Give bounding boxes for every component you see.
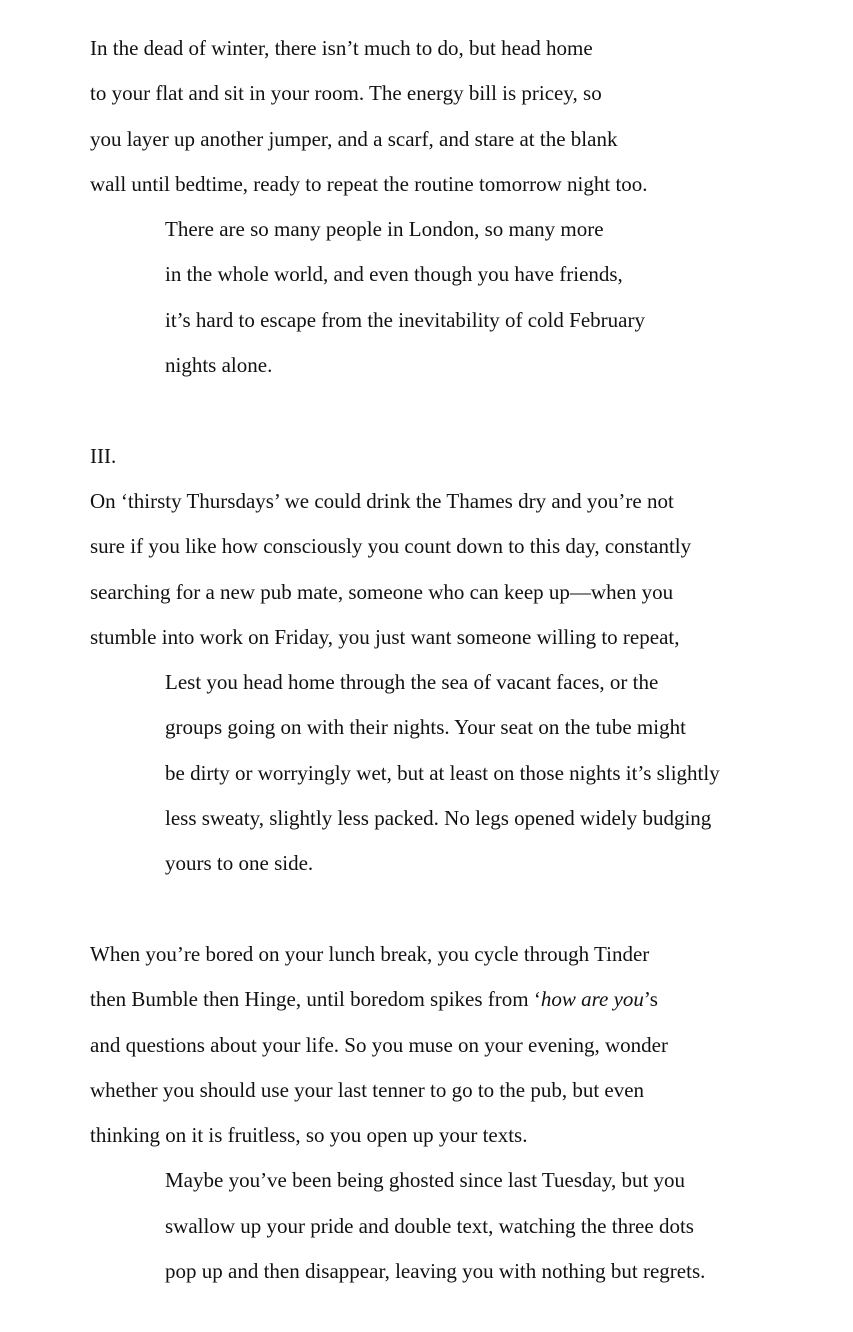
text-segment: then Bumble then Hinge, until boredom spikes from ‘ [90,987,541,1012]
stanza-break [90,891,810,936]
text-line [90,981,810,1026]
indented-text-line: in the whole world, and even though you have friends, [165,262,623,287]
indented-text-line: be dirty or worryingly wet, but at least on those nights it’s slightly [165,760,720,785]
text-line: On ‘thirsty Thursdays’ we could drink the Thames dry and you’re not [90,488,674,513]
indented-text-line: swallow up your pride and double text, watching the three dots [165,1213,694,1238]
text-line: to your flat and sit in your room. The energy bill is pricey, so [90,81,602,106]
stanza-winter [90,30,810,211]
text-line: thinking on it is fruitless, so you open up your texts. [90,1123,528,1148]
indented-text-line: less sweaty, slightly less packed. No legs opened widely budging [165,806,712,831]
stanza-lunch-break [90,936,810,1162]
indented-text-line: yours to one side. [165,851,314,876]
indented-text-line: There are so many people in London, so many more [165,217,604,242]
stanza-thursdays [90,483,810,664]
stanza-break [90,392,810,437]
indented-text-line: Lest you head home through the sea of vacant faces, or the [165,670,659,695]
stanza-lunch-break-indented [90,1162,810,1298]
text-line: whether you should use your last tenner to go to the pub, but even [90,1077,645,1102]
italic-phrase: how are you [540,987,644,1012]
stanza-thursdays-indented [90,664,810,890]
indented-text-line: pop up and then disappear, leaving you with nothing but regrets. [165,1259,706,1284]
text-line: In the dead of winter, there isn’t much to do, but head home [90,36,593,60]
indented-text-line: Maybe you’ve been being ghosted since last Tuesday, but you [165,1168,686,1193]
text-line: you layer up another jumper, and a scarf, and stare at the blank [90,126,618,151]
text-line: and questions about your life. So you muse on your evening, wonder [90,1032,668,1057]
indented-text-line: it’s hard to escape from the inevitability of cold February [165,307,645,332]
text-line: stumble into work on Friday, you just want someone willing to repeat, [90,624,680,649]
text-line: sure if you like how consciously you count down to this day, constantly [90,534,692,559]
text-line: When you’re bored on your lunch break, you cycle through Tinder [90,941,650,966]
indented-text-line: nights alone. [165,353,273,378]
indented-text-line: groups going on with their nights. Your seat on the tube might [165,715,686,740]
text-segment: ’s [643,987,658,1012]
document-page [90,30,810,1298]
section-heading: III. [90,443,117,468]
stanza-winter-indented [90,211,810,392]
text-line: searching for a new pub mate, someone who can keep up—when you [90,579,674,604]
text-line: wall until bedtime, ready to repeat the routine tomorrow night too. [90,171,648,196]
